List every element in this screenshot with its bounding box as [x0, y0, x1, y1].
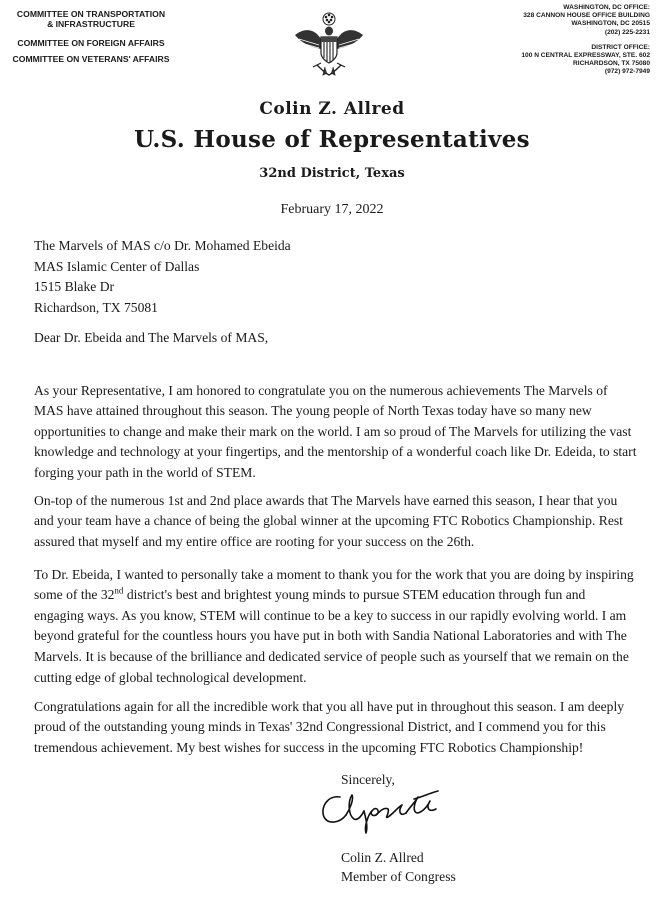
committee-transportation: COMMITTEE ON TRANSPORTATION & INFRASTRUCTURE	[16, 9, 166, 29]
recipient-line: Richardson, TX 75081	[34, 299, 158, 315]
recipient-line: The Marvels of MAS c/o Dr. Mohamed Ebeida	[34, 238, 291, 253]
dc-office-phone: (202) 225-2231	[604, 28, 650, 36]
recipient-line: 1515 Blake Dr	[34, 279, 115, 295]
body-paragraph-3	[34, 565, 638, 689]
signer-title: Member of Congress	[341, 869, 456, 884]
house-title: U.S. House of Representatives	[134, 126, 530, 153]
dc-office-label: WASHINGTON, DC OFFICE:	[563, 4, 650, 11]
recipient-line: MAS Islamic Center of Dallas	[34, 258, 200, 274]
office-contacts	[460, 4, 650, 84]
closing-sincerely: Sincerely,	[341, 772, 395, 787]
salutation: Dear Dr. Ebeida and The Marvels of MAS,	[34, 330, 269, 345]
body-paragraph-2: On-top of the numerous 1st and 2nd place awards that The Marvels have earned this season, I hear that you and your team have a chance of being the global winner at the upcoming FTC Robotics Championship. Rest assured that myself and my entire office are rooting for your success on the 26th.	[34, 492, 623, 549]
dc-office	[460, 4, 650, 37]
district-title: 32nd District, Texas	[259, 166, 405, 181]
body-paragraph-4: Congratulations again for all the incredible work that you all have put in throughout this season. I am deeply proud of the outstanding young minds in Texas' 32nd Congressional District, and I commend you for this tremendous achievement. My best wishes for success in the upcoming FTC Robotics Championship!	[34, 698, 625, 755]
signature-image	[318, 785, 448, 835]
ordinal-suffix: nd	[114, 585, 124, 596]
letter-date: February 17, 2022	[280, 202, 384, 217]
signer-name: Colin Z. Allred	[341, 850, 424, 865]
paragraph-text: district's best and brightest young minds to pursue STEM education through fun and engaging ways. As you know, STEM will continue to be a key to success in our rapidly evolving world. I am beyond grateful for the countless hours you have put in both with Sandia National Laboratories and with The Marvels. It is because of the brilliance and dedicated service of people such as yourself that we remain on the cutting edge of global technological development.	[34, 587, 629, 685]
district-office-label: DISTRICT OFFICE:	[591, 43, 650, 51]
recipient-address	[34, 236, 638, 318]
district-office-city: RICHARDSON, TX 75080	[573, 60, 650, 68]
district-office-address: 100 N CENTRAL EXPRESSWAY, STE. 602	[521, 52, 650, 60]
body-paragraph-1: As your Representative, I am honored to congratulate you on the numerous achievements The Marvels of MAS have attained throughout this season. The young people of North Texas today have so many new opportunities to change and make their mark on the world. I am so proud of The Marvels for utilizing the vast knowledge and technology at your fingertips, and the mentorship of a wonderful coach like Dr. Edeida, to start forging your path in the world of STEM.	[34, 382, 637, 480]
committee-foreign-affairs: COMMITTEE ON FOREIGN AFFAIRS	[17, 38, 165, 48]
district-office-phone: (972) 972-7949	[604, 68, 650, 76]
paragraph-text: To Dr. Ebeida, I wanted to personally take a moment to thank you for the work that you are doing by inspiring some of the 32	[34, 566, 634, 603]
eagle-seal-icon	[291, 9, 367, 85]
committee-list	[6, 9, 176, 70]
district-office	[460, 44, 650, 77]
congressman-name: Colin Z. Allred	[259, 99, 405, 119]
dc-office-address: 328 CANNON HOUSE OFFICE BUILDING	[523, 12, 650, 20]
dc-office-city: WASHINGTON, DC 20515	[571, 20, 650, 28]
committee-veterans-affairs: COMMITTEE ON VETERANS' AFFAIRS	[12, 54, 170, 64]
